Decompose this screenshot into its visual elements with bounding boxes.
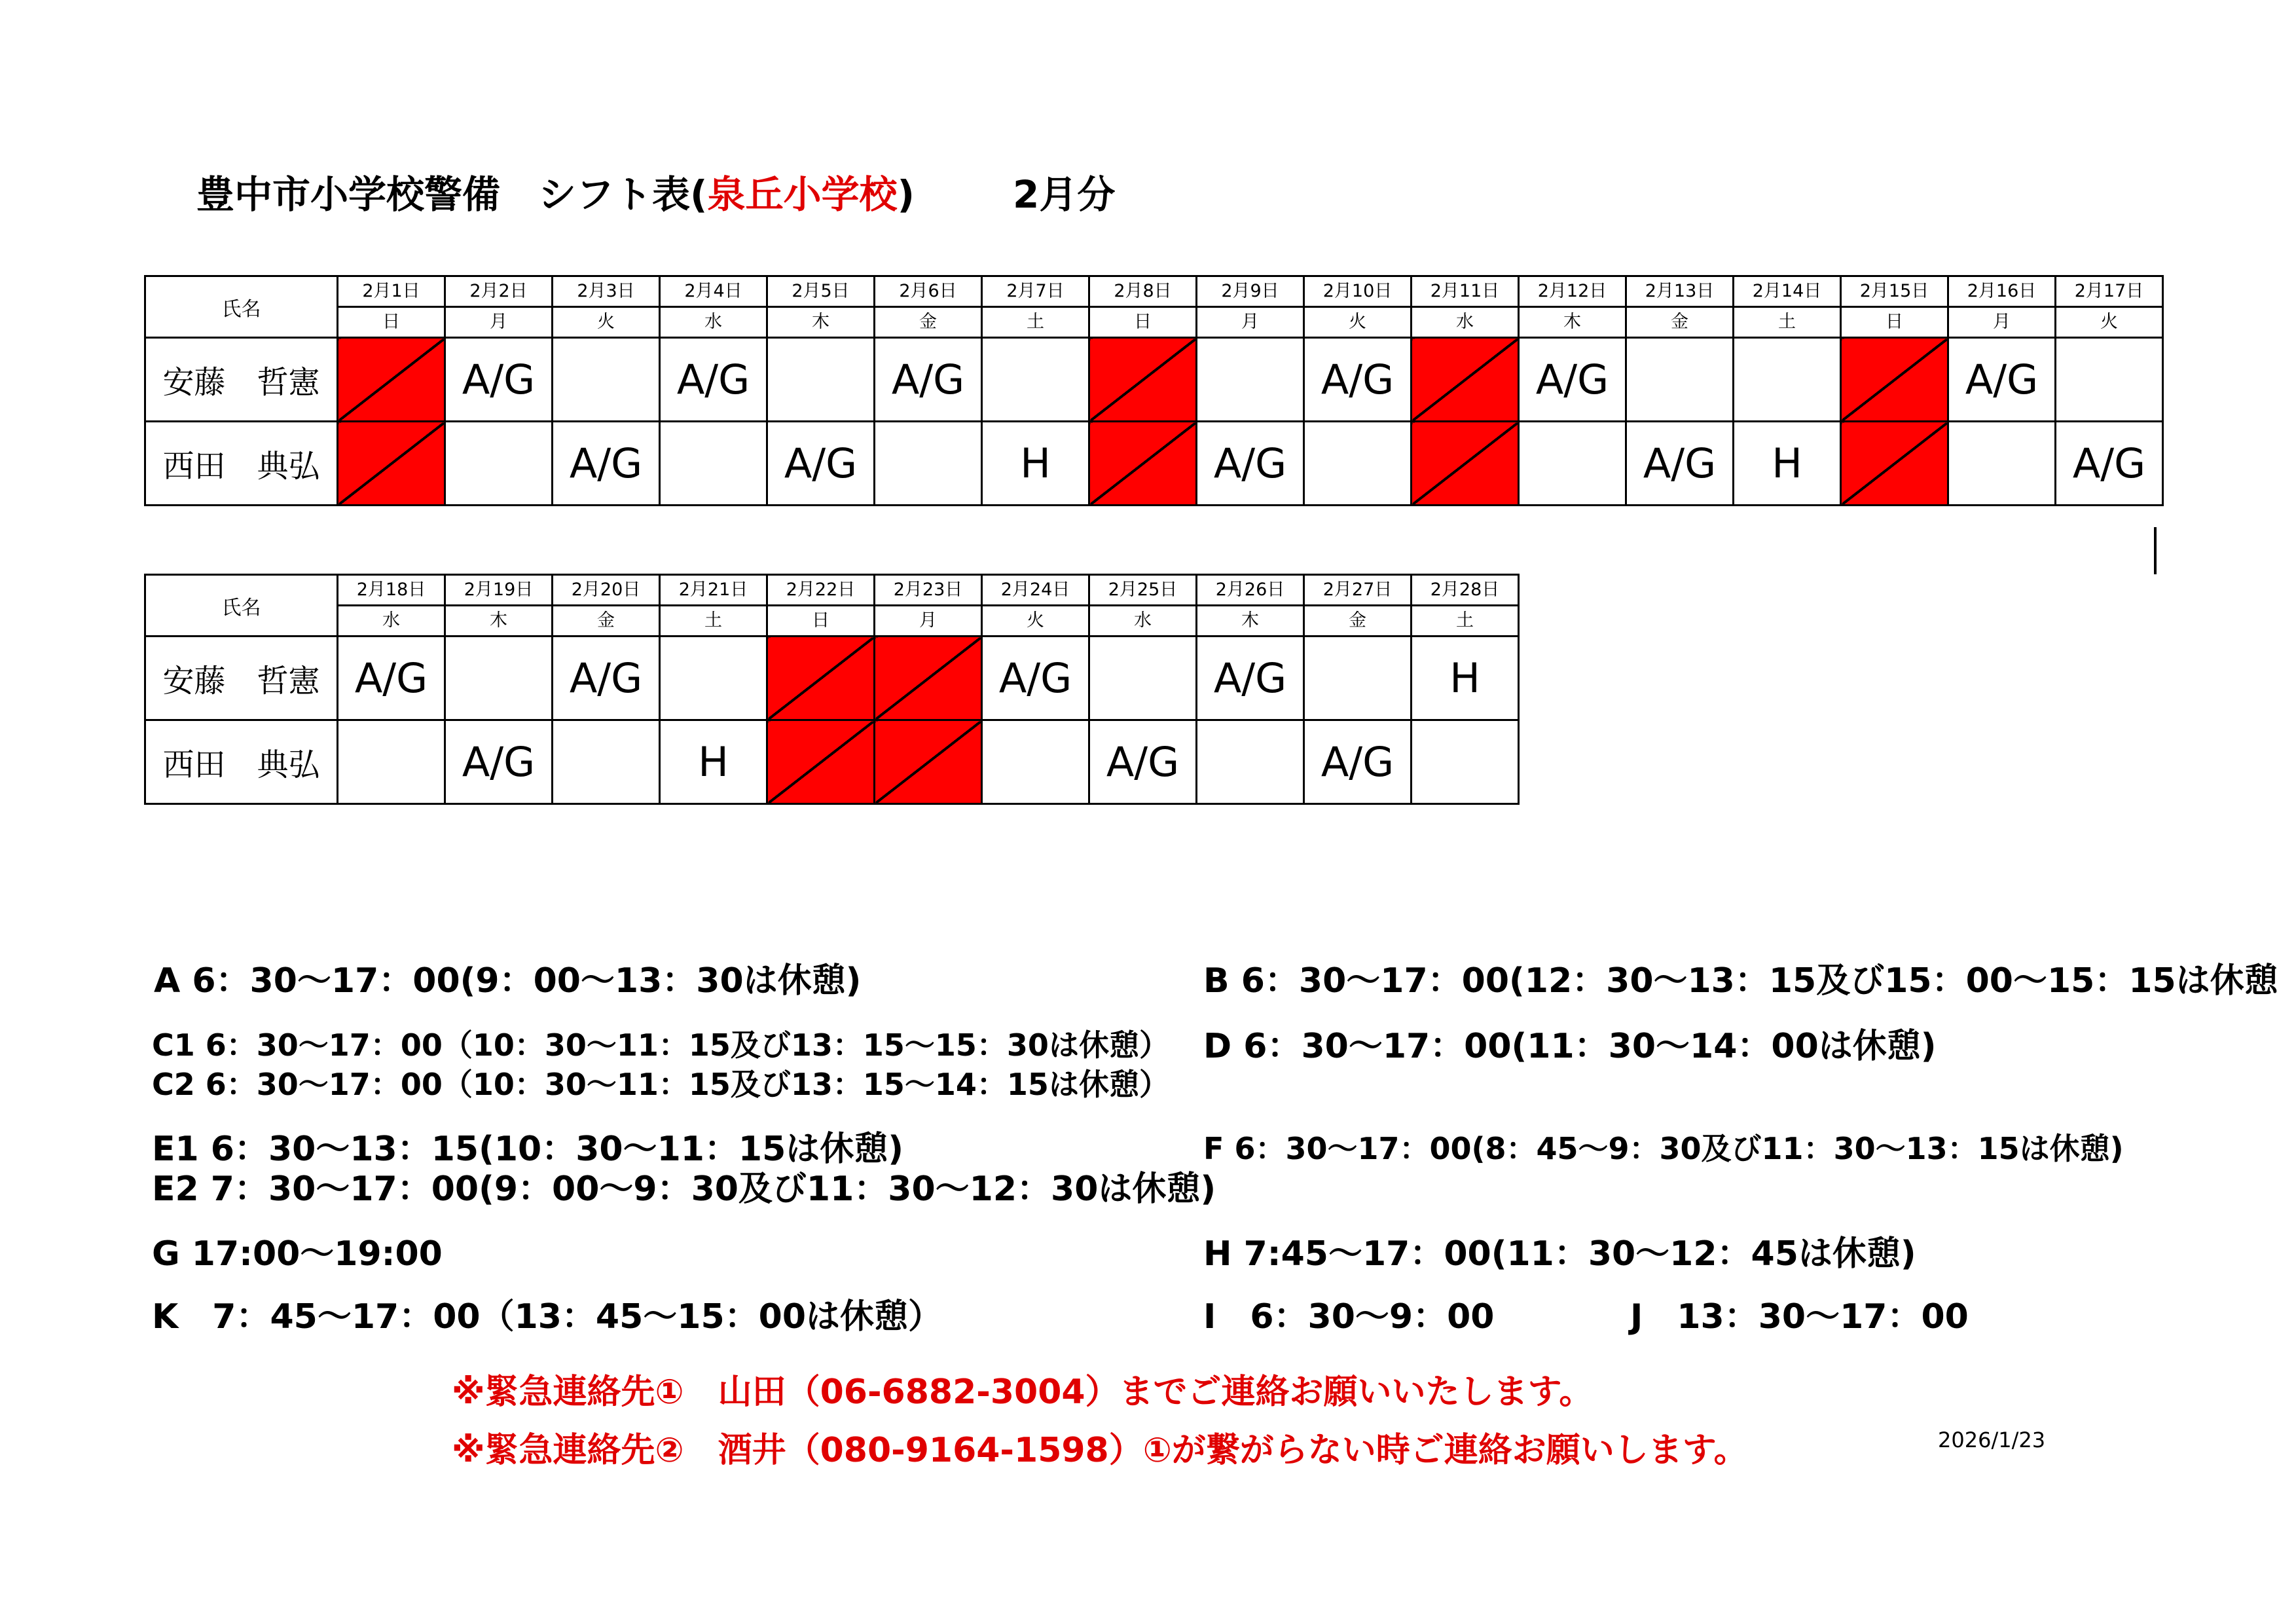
date-header: 2月18日 xyxy=(338,575,445,606)
date-header: 2月27日 xyxy=(1304,575,1412,606)
shift-cell xyxy=(982,338,1089,422)
shift-table-2 xyxy=(144,574,1520,805)
staff-name: 西田 典弘 xyxy=(145,720,338,804)
shift-cell: A/G xyxy=(553,422,660,506)
shift-cell: A/G xyxy=(1304,720,1412,804)
staff-row xyxy=(145,720,1519,804)
date-header: 2月7日 xyxy=(982,276,1089,307)
shift-cell xyxy=(445,637,553,720)
date-header: 2月25日 xyxy=(1089,575,1197,606)
shift-cell xyxy=(660,422,767,506)
legend-e1: E1 6：30～13：15(10：30～11：15は休憩) xyxy=(152,1130,904,1169)
date-header: 2月4日 xyxy=(660,276,767,307)
shift-cell: A/G xyxy=(982,637,1089,720)
off-day-cell xyxy=(875,637,982,720)
title-main: 豊中市小学校警備 シフト表( xyxy=(196,172,708,217)
off-day-cell xyxy=(1412,338,1519,422)
weekday-header: 日 xyxy=(338,307,445,338)
date-header: 2月15日 xyxy=(1841,276,1948,307)
shift-cell xyxy=(445,422,553,506)
legend-d: D 6：30～17：00(11：30～14：00は休憩) xyxy=(1203,1027,1937,1066)
off-day-cell xyxy=(1841,338,1948,422)
legend-f: F 6：30～17：00(8：45～9：30及び11：30～13：15は休憩) xyxy=(1203,1131,2124,1166)
shift-cell xyxy=(1304,422,1412,506)
issue-date: 2026/1/23 xyxy=(1938,1428,2046,1452)
date-header: 2月6日 xyxy=(875,276,982,307)
divider-line xyxy=(2154,527,2157,574)
weekday-header: 水 xyxy=(1089,606,1197,637)
date-header: 2月13日 xyxy=(1626,276,1734,307)
emergency-contact-1: ※緊急連絡先① 山田（06-6882-3004）までご連絡お願いいたします。 xyxy=(452,1373,1594,1412)
weekday-header: 月 xyxy=(875,606,982,637)
shift-cell: A/G xyxy=(2056,422,2163,506)
weekday-header: 木 xyxy=(1197,606,1304,637)
staff-row xyxy=(145,637,1519,720)
shift-cell xyxy=(1734,338,1841,422)
off-day-cell xyxy=(1089,422,1197,506)
staff-row xyxy=(145,422,2163,506)
weekday-header: 金 xyxy=(875,307,982,338)
shift-cell xyxy=(1304,637,1412,720)
off-day-cell xyxy=(1841,422,1948,506)
shift-cell xyxy=(1089,637,1197,720)
weekday-header: 火 xyxy=(553,307,660,338)
date-header: 2月1日 xyxy=(338,276,445,307)
legend-b: B 6：30～17：00(12：30～13：15及び15：00～15：15は休憩 xyxy=(1203,961,2278,1001)
legend-h: H 7:45～17：00(11：30～12：45は休憩) xyxy=(1203,1234,1916,1274)
name-header: 氏名 xyxy=(145,575,338,637)
shift-cell: A/G xyxy=(1089,720,1197,804)
weekday-header: 月 xyxy=(1197,307,1304,338)
weekday-header: 土 xyxy=(982,307,1089,338)
weekday-header: 日 xyxy=(1089,307,1197,338)
weekday-header: 金 xyxy=(1304,606,1412,637)
shift-cell: A/G xyxy=(1519,338,1626,422)
shift-cell xyxy=(1197,338,1304,422)
shift-cell: A/G xyxy=(445,338,553,422)
weekday-header: 水 xyxy=(338,606,445,637)
off-day-cell xyxy=(338,338,445,422)
date-header: 2月23日 xyxy=(875,575,982,606)
weekday-header: 火 xyxy=(2056,307,2163,338)
shift-cell: H xyxy=(982,422,1089,506)
date-header: 2月11日 xyxy=(1412,276,1519,307)
shift-cell: A/G xyxy=(767,422,875,506)
shift-cell xyxy=(1626,338,1734,422)
weekday-header: 木 xyxy=(767,307,875,338)
date-header: 2月26日 xyxy=(1197,575,1304,606)
date-header: 2月10日 xyxy=(1304,276,1412,307)
weekday-header: 水 xyxy=(660,307,767,338)
off-day-cell xyxy=(338,422,445,506)
weekday-header: 土 xyxy=(660,606,767,637)
off-day-cell xyxy=(767,637,875,720)
weekday-header: 土 xyxy=(1734,307,1841,338)
shift-cell xyxy=(660,637,767,720)
shift-cell: H xyxy=(660,720,767,804)
legend-k: K 7：45～17：00（13：45～15：00は休憩） xyxy=(152,1297,943,1337)
off-day-cell xyxy=(875,720,982,804)
name-header: 氏名 xyxy=(145,276,338,338)
staff-name: 安藤 哲憲 xyxy=(145,338,338,422)
staff-row xyxy=(145,338,2163,422)
off-day-cell xyxy=(1412,422,1519,506)
legend-g: G 17:00～19:00 xyxy=(152,1234,443,1274)
emergency-contact-2: ※緊急連絡先② 酒井（080-9164-1598）①が繋がらない時ご連絡お願いします。 xyxy=(452,1431,1748,1470)
staff-name: 西田 典弘 xyxy=(145,422,338,506)
shift-cell: H xyxy=(1734,422,1841,506)
legend-e2: E2 7：30～17：00(9：00～9：30及び11：30～12：30は休憩) xyxy=(152,1170,1216,1209)
title-close: ) xyxy=(897,172,915,217)
shift-cell xyxy=(1519,422,1626,506)
shift-cell: A/G xyxy=(445,720,553,804)
shift-cell xyxy=(1948,422,2056,506)
legend-i: I 6：30～9：00 xyxy=(1203,1297,1495,1337)
shift-cell xyxy=(1412,720,1519,804)
shift-cell xyxy=(1197,720,1304,804)
date-header: 2月21日 xyxy=(660,575,767,606)
date-header: 2月9日 xyxy=(1197,276,1304,307)
date-header: 2月8日 xyxy=(1089,276,1197,307)
date-header: 2月3日 xyxy=(553,276,660,307)
shift-cell: H xyxy=(1412,637,1519,720)
shift-cell: A/G xyxy=(338,637,445,720)
legend-j: J 13：30～17：00 xyxy=(1630,1297,1969,1337)
shift-cell xyxy=(982,720,1089,804)
shift-cell xyxy=(2056,338,2163,422)
off-day-cell xyxy=(1089,338,1197,422)
date-header: 2月24日 xyxy=(982,575,1089,606)
shift-cell: A/G xyxy=(1304,338,1412,422)
shift-cell xyxy=(553,338,660,422)
date-header: 2月2日 xyxy=(445,276,553,307)
weekday-header: 木 xyxy=(445,606,553,637)
school-name: 泉丘小学校 xyxy=(707,172,898,217)
page-title xyxy=(196,165,1115,224)
staff-name: 安藤 哲憲 xyxy=(145,637,338,720)
title-month: 2月分 xyxy=(1013,172,1116,217)
shift-cell xyxy=(553,720,660,804)
weekday-header: 金 xyxy=(553,606,660,637)
shift-cell: A/G xyxy=(660,338,767,422)
shift-cell: A/G xyxy=(1626,422,1734,506)
legend-a: A 6：30～17：00(9：00～13：30は休憩) xyxy=(154,961,862,1001)
weekday-header: 木 xyxy=(1519,307,1626,338)
weekday-header: 日 xyxy=(1841,307,1948,338)
weekday-header: 日 xyxy=(767,606,875,637)
date-header: 2月14日 xyxy=(1734,276,1841,307)
weekday-header: 火 xyxy=(982,606,1089,637)
shift-cell xyxy=(338,720,445,804)
shift-cell: A/G xyxy=(1948,338,2056,422)
date-header: 2月20日 xyxy=(553,575,660,606)
weekday-header: 月 xyxy=(445,307,553,338)
legend-c1: C1 6：30～17：00（10：30～11：15及び13：15～15：30は休憩） xyxy=(152,1027,1169,1063)
date-header: 2月22日 xyxy=(767,575,875,606)
date-header: 2月28日 xyxy=(1412,575,1519,606)
shift-cell: A/G xyxy=(1197,637,1304,720)
shift-cell xyxy=(767,338,875,422)
date-header: 2月19日 xyxy=(445,575,553,606)
shift-cell: A/G xyxy=(553,637,660,720)
weekday-header: 水 xyxy=(1412,307,1519,338)
shift-table-1 xyxy=(144,275,2164,506)
shift-cell xyxy=(875,422,982,506)
date-header: 2月5日 xyxy=(767,276,875,307)
date-header: 2月12日 xyxy=(1519,276,1626,307)
shift-cell: A/G xyxy=(875,338,982,422)
legend-c2: C2 6：30～17：00（10：30～11：15及び13：15～14：15は休憩） xyxy=(152,1067,1169,1102)
date-header: 2月16日 xyxy=(1948,276,2056,307)
date-header: 2月17日 xyxy=(2056,276,2163,307)
weekday-header: 火 xyxy=(1304,307,1412,338)
off-day-cell xyxy=(767,720,875,804)
weekday-header: 金 xyxy=(1626,307,1734,338)
weekday-header: 月 xyxy=(1948,307,2056,338)
shift-cell: A/G xyxy=(1197,422,1304,506)
weekday-header: 土 xyxy=(1412,606,1519,637)
